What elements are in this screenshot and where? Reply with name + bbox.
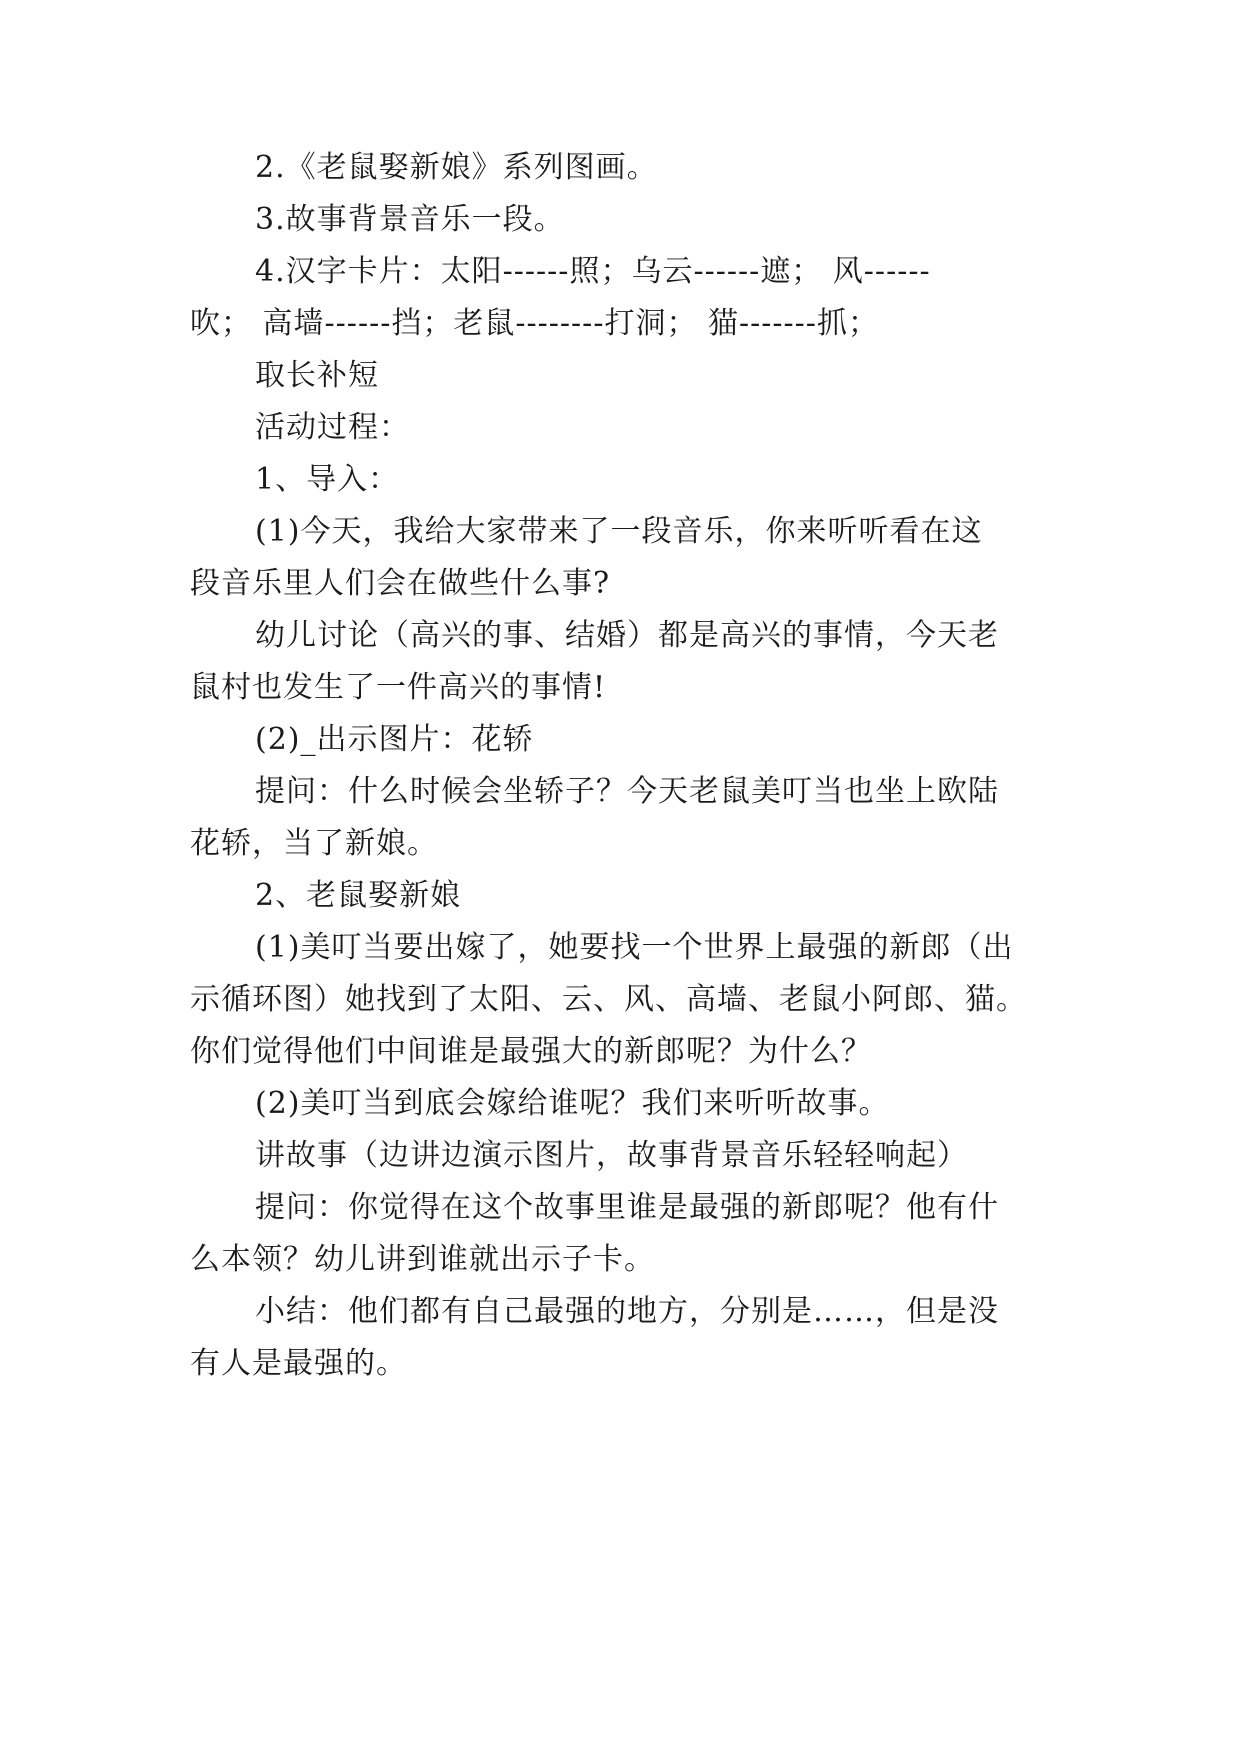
text-line-materials-2: 2.《老鼠娶新娘》系列图画。 xyxy=(255,150,658,185)
text-line-question-sedan-cont: 花轿，当了新娘。 xyxy=(190,826,438,861)
text-line-storytelling: 讲故事（边讲边演示图片，故事背景音乐轻轻响起） xyxy=(255,1138,968,1173)
text-line-intro-1-cont: 段音乐里人们会在做些什么事? xyxy=(190,566,611,601)
step-heading-mouse-wedding: 2、老鼠娶新娘 xyxy=(255,878,462,913)
text-line-wedding-1-cont: 示循环图）她找到了太阳、云、风、高墙、老鼠小阿郎、猫。 xyxy=(190,982,1027,1017)
text-line-discussion-cont: 鼠村也发生了一件高兴的事情! xyxy=(190,670,607,705)
section-heading-activity-process: 活动过程： xyxy=(255,410,410,445)
text-line-summary: 小结：他们都有自己最强的地方，分别是……，但是没 xyxy=(255,1294,999,1329)
text-line-question-groom: 提问：你觉得在这个故事里谁是最强的新郎呢？他有什 xyxy=(255,1190,999,1225)
text-line-wedding-1: (1)美叮当要出嫁了，她要找一个世界上最强的新郎（出 xyxy=(255,930,1014,965)
text-line-materials-4-cont: 吹； 高墙------挡；老鼠--------打洞； 猫-------抓； xyxy=(190,306,879,341)
text-line-question-groom-cont: 么本领？幼儿讲到谁就出示子卡。 xyxy=(190,1242,655,1277)
text-line-materials-3: 3.故事背景音乐一段。 xyxy=(255,202,565,237)
text-line-wedding-2: (2)美叮当到底会嫁给谁呢？我们来听听故事。 xyxy=(255,1086,890,1121)
text-line-intro-2: (2)_出示图片：花轿 xyxy=(255,722,534,757)
text-line-question-sedan: 提问：什么时候会坐轿子？今天老鼠美叮当也坐上欧陆 xyxy=(255,774,999,809)
text-line-discussion: 幼儿讨论（高兴的事、结婚）都是高兴的事情，今天老 xyxy=(255,618,999,653)
text-line-intro-1: (1)今天，我给大家带来了一段音乐，你来听听看在这 xyxy=(255,514,983,549)
step-heading-intro: 1、导入： xyxy=(255,462,400,497)
text-line-materials-4: 4.汉字卡片：太阳------照；乌云------遮； 风------ xyxy=(255,254,931,289)
text-line-wedding-1-cont2: 你们觉得他们中间谁是最强大的新郎呢？为什么？ xyxy=(190,1034,872,1069)
text-line-summary-cont: 有人是最强的。 xyxy=(190,1346,407,1381)
text-line-idiom: 取长补短 xyxy=(255,358,379,393)
